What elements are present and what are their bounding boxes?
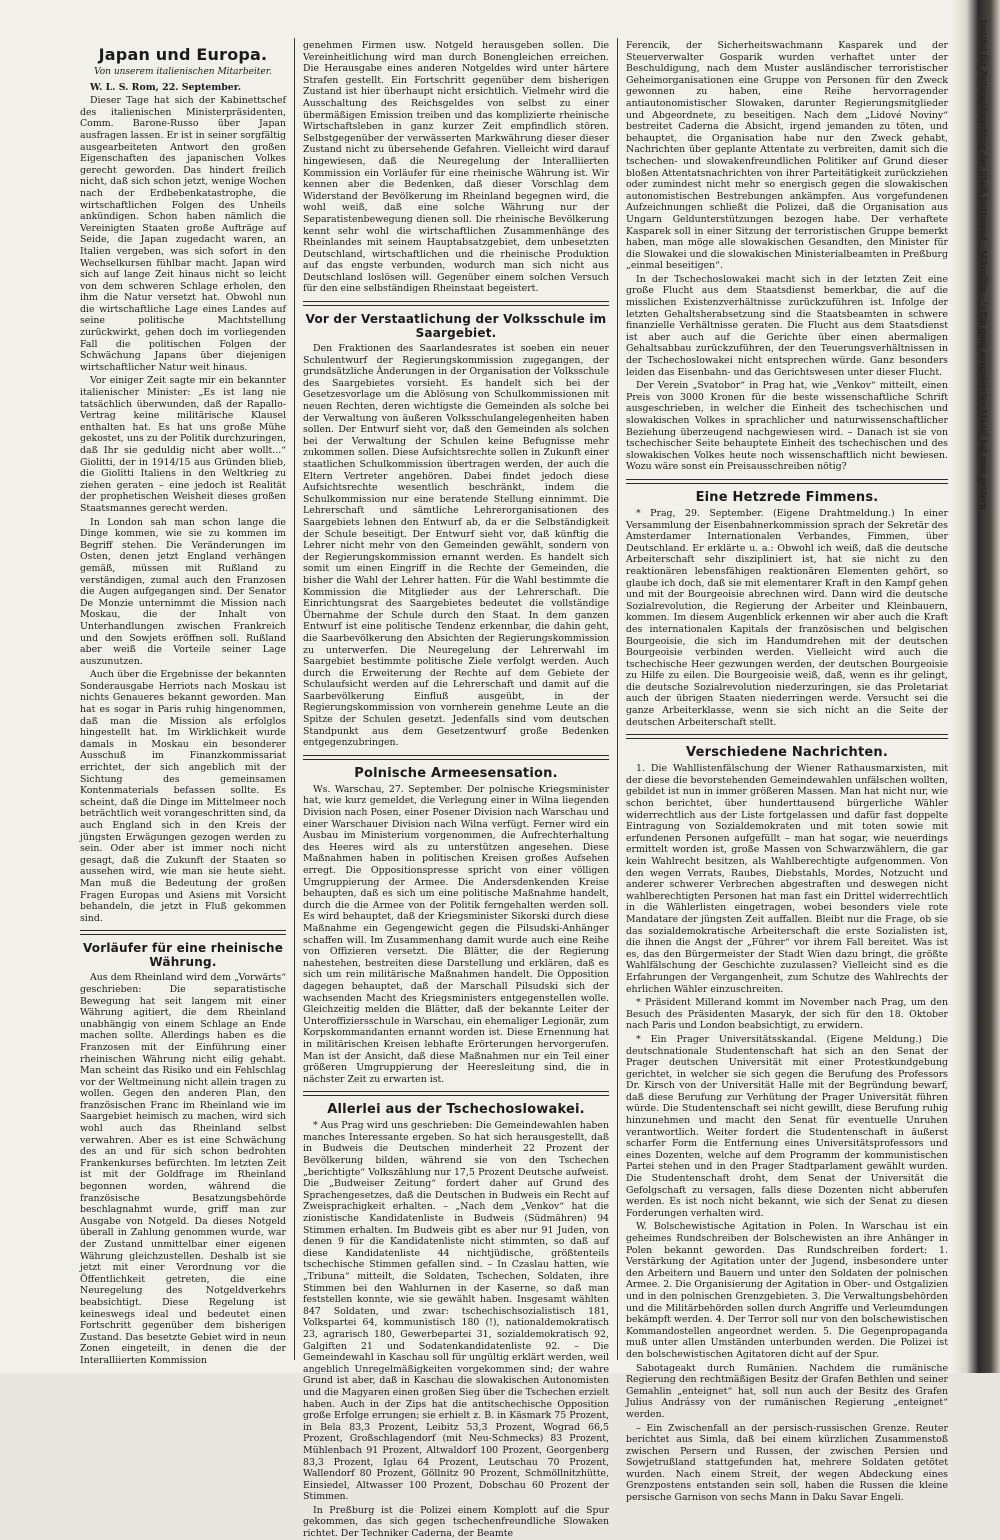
paragraph: In Preßburg ist die Polizei einem Komplott auf die Spur gekommen, das sich gegen tschechenfreundliche Slowaken richtet. Der Techniker Caderna, der Beamte [303, 1504, 609, 1540]
paragraph [80, 82, 286, 94]
paragraph: W. Bolschewistische Agitation in Polen. In Warschau ist ein geheimes Rundschreiben der Bolschewisten an ihre Anhänger in Polen bekannt geworden. Das Rundschreiben fordert: 1. Verstärkung der Agitation unter der Jugend, insbesondere unter den Arbeitern und Bauern und unter den Soldaten der polnischen Armee. 2. Die Organisierung der Agitation in Ober- und Ostgalizien und in den polnischen Grenzgebieten. 3. Die Verwaltungsbehörden und die Militärbehörden sollen durch Angriffe und Verleumdungen bekämpft werden. 4. Der Terror soll nur von den bolschewistischen Kommandostellen angeordnet werden. 5. Die Gegenpropaganda muß unter allen Umständen unterbunden werden. Die Polizei ist den bolschewistischen Agitatoren dicht auf der Spur. [626, 1221, 948, 1360]
margin-text: Institut für Zeitungsforschung der Stadt Dortmund – Mikrofilm – ¹) Ein ganz ausgeleertes Mädel hat man gestern [978, 20, 988, 510]
paragraph: Den Fraktionen des Saarlandesrates ist soeben ein neuer Schulentwurf der Regierungskommission zugegangen, der grundsätzliche Änderungen in der Organisation der Volksschule des Saargebietes vorsieht. Es handelt sich bei der Gesetzesvorlage um die Ablösung von Schulkommissionen mit neuen Rechten, deren wichtigste die Gemeinden als solche bei der Verwaltung von äußeren Volksschulangelegenheiten haben sollen. Der Entwurf sieht vor, daß den Gemeinden als solchen bei der Verwaltung der Schulen keine Befugnisse mehr zukommen sollen. Diese Aufsichtsrechte sollen in Zukunft einer staatlichen Schulkommission übertragen werden, der auch die Eltern Vertreter angehören. Dabei findet jedoch diese Aufsichtsrechte wesentlich beschränkt, indem die Schulkommission nur eine beratende Stellung einnimmt. Die Lehrerschaft und sämtliche Lehrerorganisationen des Saargebiets lehnen den Entwurf ab, da er die Selbständigkeit der Schule beseitigt. Der Entwurf sieht vor, daß künftig die Lehrer nicht mehr von den Gemeinden gewählt, sondern von der Regierungskommission ernannt werden. Es handelt sich somit um einen Eingriff in die Rechte der Gemeinden, die bisher die Wahl der Lehrer hatten. Für die Wahl bestimmte die Kommission die Mitglieder aus der Lehrerschaft. Die Einrichtungsrat des Saargebietes bedeutet die vollständige Übernahme der Schule durch den Staat. In dem ganzen Entwurf ist eine politische Tendenz erkennbar, die dahin geht, die Saarbevölkerung den Absichten der Regierungskommission zu unterwerfen. Die Neuregelung der Lehrerwahl im Saargebiet bestimmte politische Ziele verfolgt werden. Auch durch die Erweiterung der Rechte auf dem Gebiete der Schulaufsicht werden auf die Lehrerschaft und damit auf die Saarbevölkerung Einfluß ausgeübt, in der Regierungskommission von vornherein genehme Leute an die Spitze der Schulen gesetzt. Jedenfalls sind vom deutschen Standpunkt aus dem Gesetzentwurf große Bedenken entgegenzubringen. [303, 343, 609, 749]
paragraph: Auch über die Ergebnisse der bekannten Sonderausgabe Herriots nach Moskau ist nichts Genaueres bekannt geworden. Man hat es sogar in Paris ruhig hingenommen, daß man die Mission als erfolglos hingestellt hat. Im Wirklichkeit wurde damals in Moskau ein besonderer Ausschuß im Finanzkommissariat errichtet, der sich angeblich mit der Sichtung des gemeinsamen Kontenmaterials befassen sollte. Es scheint, daß die Dinge im Mittelmeer noch beträchtlich weit vorangeschritten sind, da auch England sich in den Kreis der jüngsten Erwägungen gezogen werden zu sein. Oder aber ist immer noch nicht gesagt, daß die Zukunft der Staaten so aussehen wird, wie man sie heute sieht. Man muß die Bedeutung der großen Fragen Europas und Asiens mit Vorsicht behandeln, die jetzt in Fluß gekommen sind. [80, 669, 286, 924]
paragraph: – Ein Zwischenfall an der persisch-russischen Grenze. Reuter berichtet aus Simla, daß bei einem kürzlichen Zusammenstoß zwischen Persern und Russen, der zwischen Persien und Sowjetrußland stattgefunden hat, mehrere Soldaten getötet wurden. Nach einem Streit, der wegen Abdeckung eines Grenzpostens entstanden sein soll, haben die Russen die kleine persische Garnison von sechs Mann in Daku Savar Engeli. [626, 1422, 948, 1504]
paragraph: Ws. Warschau, 27. September. Der polnische Kriegsminister hat, wie kurz gemeldet, die Verlegung einer in Wilna liegenden Division nach Posen, einer Posener Division nach Warschau und einer Warschauer Division nach Wilna verfügt. Ferner wird ein Ausbau im Ministerium vorgenommen, die Aufrechterhaltung des Heeres wird als zu unterstützen angesehen. Diese Maßnahmen haben in politischen Kreisen großes Aufsehen erregt. Die Oppositionspresse spricht von einer völligen Umgruppierung der Armee. Die Andersdenkenden Kreise behaupten, daß es sich um eine politische Maßnahme handelt, durch die die Armee von der Politik ferngehalten werden soll. Es wird behauptet, daß der Kriegsminister Sikorski durch diese Maßnahme ein Gegengewicht gegen die Pilsudski-Anhänger schaffen will. Im Zusammenhang damit wurde auch eine Reihe von Offizieren versetzt. Die Blätter, die der Regierung nahestehen, bestreiten diese Darstellung und erklären, daß es sich um rein militärische Maßnahmen handelt. Die Opposition dagegen behauptet, daß der Marschall Pilsudski sich der wachsenden Macht des Kriegsministers entgegenstellen wolle. Gleichzeitig melden die Blätter, daß der bekannte Leiter der Unteroffiziersschule in Warschau, ein ehemaliger Legionär, zum Korpskommandanten ernannt worden ist. Diese Ernennung hat in militärischen Kreisen lebhafte Erörterungen hervorgerufen. Man ist der Ansicht, daß diese Maßnahmen nur ein Teil einer größeren Umgruppierung der Heeresleitung sind, die in nächster Zeit zu erwarten ist. [303, 783, 609, 1085]
paragraph: In London sah man schon lange die Dinge kommen, wie sie zu kommen im Begriff stehen. Die Veränderungen im Osten, denen jetzt England verhängen gemäß, müssen mit Rußland zu verständigen, zumal auch den Franzosen die Augen aufgegangen sind. Der Senator De Monzie unternimmt die Mission nach Moskau, die der Inhalt von Unterhandlungen zwischen Frankreich und den Sowjets eröffnen soll. Rußland aber weiß die Vorteile seiner Lage auszunutzen. [80, 516, 286, 667]
section-divider [80, 930, 286, 935]
paragraph: * Ein Prager Universitätsskandal. (Eigene Meldung.) Die deutschnationale Studentenschaft hat sich an den Senat der Prager deutschen Universität mit einer Protestkundgebung gerichtet, in welcher sie sich gegen die Berufung des Professors Dr. Kirsch von der Universität Halle mit der Begründung bewarf, daß diese Berufung zur Verhütung der Prager Universität führen würde. Die Studentenschaft sei nicht gewillt, diese Berufung ruhig hinzunehmen und macht den Senat für eventuelle Unruhen verantwortlich. Weiter fordert die Studentenschaft in äußerst scharfer Form die Entfernung eines Universitätsprofessors und eines Dozenten, welche auf dem Programm der kommunistischen Partei stehen und in den Prager Stadtparlament gewählt wurden. Die Studentenschaft droht, dem Senat der Universität die Gefolgschaft zu versagen, falls diese Dozenten nicht abberufen werden. Es ist noch nicht bekannt, wie sich der Senat zu diesen Forderungen verhalten wird. [626, 1033, 948, 1219]
paragraph: Aus dem Rheinland wird dem „Vorwärts“ geschrieben: Die separatistische Bewegung hat seit langem mit einer Währung agitiert, die dem Rheinland unabhängig von einem Schlage an Ende machen sollte. Allerdings haben es die Franzosen mit der Einführung einer rheinischen Währung nicht eilig gehabt. Man scheint das Risiko und ein Fehlschlag vor der Weltmeinung nicht allein tragen zu wollen. Gegen den anderen Plan, den französischen Franc im Rheinland wie im Saargebiet heimisch zu machen, wird sich wohl auch das Rheinland selbst verwahren. Aber es ist eine Schwächung des an und für sich schon bedrohten Frankenkurses befürchten. Im letzten Zeit ist mit der Goldfrage im Rheinland begonnen worden, während die französische Besatzungsbehörde beschlagnahmt wurde, griff man zur Ausgabe von Notgeld. Da dieses Notgeld überall in Zahlung genommen wurde, war der Zustand unmittelbar einer eigenen Währung gleichzustellen. Deshalb ist sie jetzt mit einer Verordnung vor die Öffentlichkeit getreten, die eine Neuregelung des Notgeldverkehrs beabsichtigt. Diese Regelung ist keineswegs ideal und bedeutet einen Fortschritt gegenüber dem bisherigen Zustand. Das besetzte Gebiet wird in neun Zonen eingeteilt, in denen die der Interalliierten Kommission [80, 972, 286, 1366]
paragraph: Sabotageakt durch Rumänien. Nachdem die rumänische Regierung den rechtmäßigen Besitz der Grafen Bethlen und seiner Gemahlin „enteignet“ hat, soll nun auch der Besitz des Grafen Julius Andrássy von der rumänischen Regierung „enteignet“ werden. [626, 1362, 948, 1420]
headline-hetzrede-fimmens: Eine Hetzrede Fimmens. [695, 489, 879, 505]
byline: Von unserem italienischen Mitarbeiter. [94, 67, 272, 77]
headline-volksschule-saargebiet: Vor der Verstaatlichung der Volksschule im Saargebiet. [305, 312, 607, 341]
column-2 [303, 40, 609, 1540]
section-divider [303, 301, 609, 306]
section-divider [303, 1091, 609, 1096]
section-divider [626, 734, 948, 739]
headline-verschiedene-nachrichten: Verschiedene Nachrichten. [686, 745, 888, 761]
section-divider [626, 479, 948, 484]
paragraph: Der Verein „Svatobor“ in Prag hat, wie „Venkov“ mitteilt, einen Preis von 3000 Kronen für die beste wissenschaftliche Schrift ausgeschrieben, in welcher die Einheit des tschechischen und slowakischen Volkes in sprachlicher und naturwissenschaftlicher Beziehung überzeugend nachgewiesen wird. – Danach ist sie von tschechischer Seite behauptete Einheit des tschechischen und des slowakischen Volkes heute noch wissenschaftlich nicht bewiesen. Wozu wäre sonst ein Preisausschreiben nötig? [626, 380, 948, 473]
headline-tschechoslowakei: Allerlei aus der Tschechoslowakei. [327, 1102, 585, 1118]
paragraph: Dieser Tage hat sich der Kabinettschef des italienischen Ministerpräsidenten, Comm. Barone-Russo über Japan ausfragen lassen. Er ist in seiner sorgfältig ausgearbeiteten Antwort den großen Eigenschaften des japanischen Volkes gerecht geworden. Das hindert freilich nicht, daß sich schon jetzt, wenige Wochen nach der Erdbebenkatastrophe, die wirtschaftlichen Folgen des Unheils ankündigen. Schon haben nämlich die Vereinigten Staaten große Aufträge auf Seide, die Japan zugedacht waren, an Italien vergeben, was sich sofort in den Wechselkursen fühlbar macht. Japan wird sich auf lange Zeit hinaus nicht so leicht von dem schweren Schlage erholen, den ihm die Natur versetzt hat. Obwohl nun die wirtschaftliche Lage eines Landes auf seine politische Machtstellung zurückwirkt, gehen doch im vorliegenden Fall die politischen Folgen der Schwächung Japans über diejenigen wirtschaftlicher Natur weit hinaus. [80, 95, 286, 373]
paragraph: * Prag, 29. September. (Eigene Drahtmeldung.) In einer Versammlung der Eisenbahnerkommission sprach der Sekretär des Amsterdamer Internationalen Verbandes, Fimmen, über Deutschland. Er erklärte u. a.: Obwohl ich weiß, daß die deutsche Arbeiterschaft sehr diszipliniert ist, hat sie nicht zu den reaktionären lebensfähigen reaktionären Elementen gehört, so glaube ich doch, daß sie mit elementarer Kraft in den Kampf gehen und mit der Bourgeoisie abrechnen wird. Dann wird die deutsche Sozialrevolution, die Regierung der Arbeiter und Kleinbauern, kommen. Im diesem Augenblick erkennen wir aber auch die Kraft des internationalen Kapitals der französischen und belgischen Bourgeoisie, die sich im Handumdrehen mit der deutschen Bourgeoisie verbinden werden. Vielleicht wird auch die tschechische Heer gezwungen werden, der deutschen Bourgeoisie zu Hilfe zu eilen. Die Bourgeoisie weiß, daß, wenn es ihr gelingt, die deutsche Sozialrevolution niederzuringen, sie das Proletariat auch der übrigen Staaten niederringen werde. Versucht sei die ganze Arbeiterklasse, wenn sie sich nicht an die Seite der deutschen Arbeiterschaft stellt. [626, 507, 948, 728]
column-rule [294, 38, 295, 1360]
section-divider [303, 755, 609, 760]
paragraph: 1. Die Wahllistenfälschung der Wiener Rathausmarxisten, mit der diese die bevorstehenden Gemeindewahlen unfälschen wollten, gebildet ist nun in immer größeren Massen. Man hat nicht nur, wie schon berichtet, über hunderttausend bürgerliche Wähler widerrechtlich aus der Liste fortgelassen und dafür fast doppelte Eintragung von Sozialdemokraten und mit toten sowie mit erfundenen Personen aufgefüllt – man hat sogar, wie neuerdings ermittelt worden ist, große Massen von Schwarzwählern, die gar kein Wahlrecht besitzen, als Wahlberechtigte aufgenommen. Von den wegen Verrats, Raubes, Diebstahls, Mordes, Notzucht und anderer schwerer Verbrechen abgestraften und deswegen nicht wahlberechtigten Personen hat man fast ein Drittel widerrechtlich in die Wählerlisten eingetragen, wobei besonders viele rote Mandatare der jüngsten Zeit auffallen. Bleibt nur die Frage, ob sie das sozialdemokratische Arbeiterschaft die erste Sozialisten ist, die ihnen die Angst der „Führer“ vor ihrem Fall bereitet. Was ist es, das den Bürgermeister der Stadt Wien dazu bringt, die größte Wahlfälschung der Geschichte zuzulassen? Vielleicht sind es die Erfahrungen der Vergangenheit, zum Schutze des Wahlrechts der ehrlichen Wähler einzuschreiten. [626, 763, 948, 995]
paragraph: Vor einiger Zeit sagte mir ein bekannter italienischer Minister: „Es ist lang nie tatsächlich überwunden, daß der Rapallo-Vertrag keine militärische Klausel enthalten hat. Es hat uns große Mühe gekostet, uns zu der Politik durchzuringen, daß Ihr sie geduldig nicht aber wollt...“ Giolitti, der in 1914/15 aus Gründen blieb, die Giolitti Italiens in den Weltkrieg zu ziehen geraten – eine jedoch ist Realität der prophetischen Weisheit dieses großen Staatsmannes gerecht werden. [80, 375, 286, 514]
paragraph: In der Tschechoslowakei macht sich in der letzten Zeit eine große Flucht aus dem Staatsdienst bemerkbar, die auf die misslichen Existenzverhältnisse zurückzuführen ist. Infolge der letzten Gehaltsherabsetzung sind die Staatsbeamten in schwere finanzielle Verhältnisse geraten. Die Flucht aus dem Staatsdienst ist aber auch auf die Gerichte über einen abermaligen Gehaltsabbau zurückzuführen, der den Teuerungsverhältnissen in der Tschechoslowakei nicht entsprechen würde. Ganz besonders leiden das Eisenbahn- und das Gerichtswesen unter dieser Flucht. [626, 273, 948, 378]
headline-japan-europa: Japan und Europa. [98, 45, 268, 64]
paragraph: Ferencik, der Sicherheitswachmann Kasparek und der Steuerverwalter Gosparik wurden verhaftet unter der Beschuldigung, nach dem Muster ausländischer terroristischer Geheimorganisationen eine Gruppe von Personen für den Zweck gewonnen zu haben, eine Reihe hervorragender antiautonomistischer Slowaken, darunter Regierungsmitglieder und Abgeordnete, zu beseitigen. Nach dem „Lidové Noviny“ bestreitet Caderna die Absicht, irgend jemanden zu töten, und behauptet, die Organisation habe nur den Zweck gehabt, Nachrichten über geplante Attentate zu verbreiten, damit sich die tschechen- und slowakenfreundlichen Politiker auf Grund dieser bloßen Attentatsnachrichten von ihrer Parteitätigkeit zurückziehen oder zumindest nicht mehr so energisch gegen die slowakischen autonomistischen Bestrebungen ankämpfen. Aus vorgefundenen Aufzeichnungen schließt die Polizei, daß die Organisation aus Ungarn Geldunterstützungen bezogen habe. Der verhaftete Kasparek soll in einer Sitzung der terroristischen Gruppe bemerkt haben, man möge alle slowakischen Gesandten, den Minister für die Slowakei und die slowakischen Ministerialbeamten in Preßburg „einmal beseitigen“. [626, 40, 948, 272]
dateline: W. L. S. Rom, 22. September. [90, 81, 242, 93]
column-3 [626, 40, 948, 1504]
paragraph: * Präsident Millerand kommt im November nach Prag, um den Besuch des Präsidenten Masaryk, der sich für den 18. Oktober nach Paris und London beabsichtigt, zu erwidern. [626, 997, 948, 1032]
column-1 [80, 40, 286, 1366]
headline-polnische-armeesensation: Polnische Armeesensation. [354, 765, 558, 781]
paragraph: genehmen Firmen usw. Notgeld herausgeben sollen. Die Vereinheitlichung wird man durch Bonengleichen erreichen. Die Herausgabe eines anderen Notgeldes wird unter härtere Strafen gestellt. Ein Fortschritt gegenüber dem bisherigen Zustand ist hier überhaupt nicht ersichtlich. Vielmehr wird die Ausschaltung des Reichsgeldes von selbst zu einer übermäßigen Emission treiben und das komplizierte rheinische Wirtschaftsleben in ganz kurzer Zeit empfindlich stören. Selbstgegenüber der verwässerten Markwährung dieser dieser Zustand nicht zu übersehende Gefahren. Vielleicht wird darauf hingewiesen, daß die Neuregelung der Interalliierten Kommission ein Vorläufer für eine rheinische Währung ist. Wir kennen aber die Bedenken, daß dieser Vorschlag dem Widerstand der Bevölkerung im Rheinland begegnen wird, die wohl weiß, daß eine solche Währung nur der Separatistenbewegung dienen soll. Die rheinische Bevölkerung kennt sehr wohl die wirtschaftlichen Zusammenhänge des Rheinlandes mit seinem Hauptabsatzgebiet, dem unbesetzten Deutschland, wirtschaftlichen und die rheinische Produktion auf das engste verbunden, wodurch man sich nicht aus Deutschland loslösen will. Gegenüber einem solchen Versuch für den eine selbständigen Rheinstaat begeistert. [303, 40, 609, 295]
column-rule [617, 38, 618, 1360]
paragraph: * Aus Prag wird uns geschrieben: Die Gemeindewahlen haben manches Interessante ergeben. So hat sich herausgestellt, daß in Budweis die Deutschen minderheit 22 Prozent der Bevölkerung bilden, während sie von den Tschechen „berichtigte“ Volkszählung nur 17,5 Prozent Deutsche aufweist. Die „Budweiser Zeitung“ fordert daher auf Grund des Sprachengesetzes, daß die Deutschen in Budweis ein Recht auf Zweisprachigkeit erhalten. – „Nach dem „Venkov“ hat die zionistische Kandidatenliste in Budweis (Südmähren) 94 Stimmen erhalten. Im Budweis gibt es aber nur 91 Juden, von denen 9 für die Kandidatenliste nicht stimmten, so daß auf diese Kandidatenliste 44 nichtjüdische, größtenteils tschechische Stimmen gefallen sind. – In Czaslau hatten, wie „Tribuna“ mitteilt, die Soldaten, Tschechen, Soldaten, ihre Stimmen bei den Wahlurnen in der Kaserne, so daß man feststellen konnte, wie sie gewählt haben. Insgesamt wählten 847 Soldaten, und zwar: tschechischsozialistisch 181, Volkspartei 64, kommunistisch 180 (!), nationaldemokratisch 23, agrarisch 180, Gewerbepartei 31, sozialdemokratisch 92, Galgiften 21 und Sodatenkandidatenliste 92. – Die Gemeindewahl in Kaschau soll für ungültig erklärt werden, weil angeblich Unregelmäßigkeiten vorgekommen sind; der wahre Grund ist aber, daß in Kaschau die slowakischen Autonomisten und die Magyaren einen großen Sieg über die Tschechen erzielt haben. Auch in der Zips hat die antitschechische Opposition große Erfolge errungen; sie erhielt z. B. in Käsmark 75 Prozent, in Bela 83,3 Prozent, Leibitz 53,3 Prozent, Wograd 66,5 Prozent, Großschlagendorf (mit Neu-Schmecks) 83 Prozent, Mühlenbach 91 Prozent, Altwaldorf 100 Prozent, Georgenberg 83,3 Prozent, Iglau 64 Prozent, Leutschau 70 Prozent, Wallendorf 80 Prozent, Göllnitz 90 Prozent, Schmöllnitzhütte, Einsiedel, Altwasser 100 Prozent, Dobschau 60 Prozent der Stimmen. [303, 1120, 609, 1503]
headline-rheinische-waehrung: Vorläufer für eine rheinische Währung. [82, 941, 284, 970]
